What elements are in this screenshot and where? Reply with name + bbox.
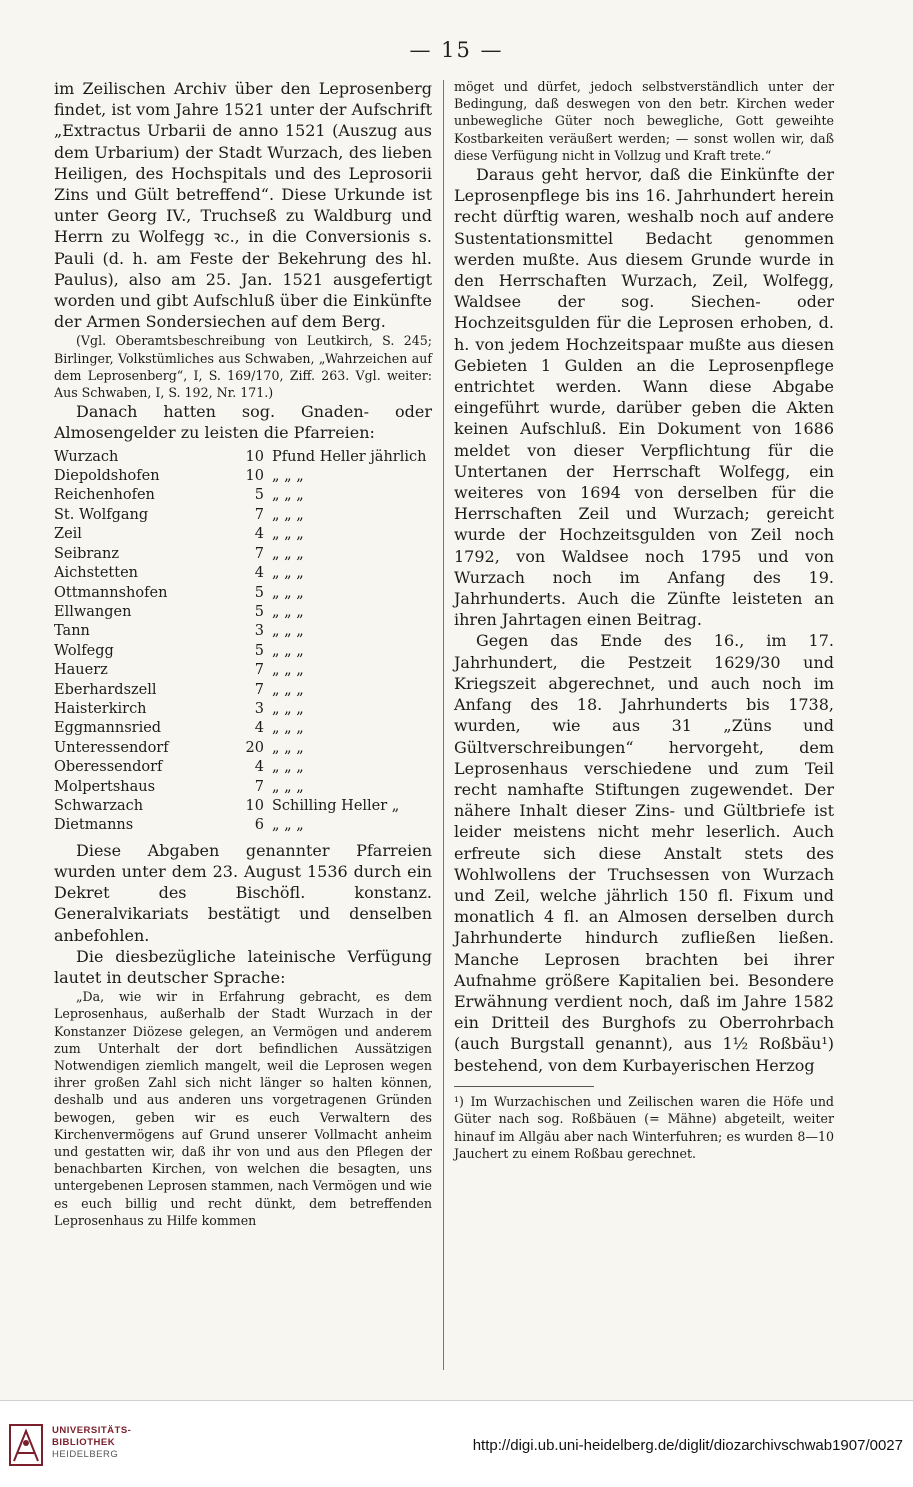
library-name-line-2: BIBLIOTHEK [52, 1437, 116, 1448]
column-divider [443, 80, 444, 1370]
levy-place: Schwarzach [54, 797, 144, 814]
levy-unit: „ „ „ [272, 584, 304, 601]
levy-row [54, 486, 432, 505]
levy-place: Ottmannshofen [54, 584, 168, 601]
levy-place: Wolfegg [54, 642, 114, 659]
levy-amount: 7 [254, 778, 264, 795]
levy-row [54, 739, 432, 758]
left-paragraph-2: Danach hatten sog. Gnaden- oder Almosengelder zu leisten die Pfarreien: [54, 402, 432, 443]
levy-place: Dietmanns [54, 817, 134, 834]
levy-amount: 5 [254, 603, 264, 620]
levy-unit: „ „ „ [272, 817, 304, 834]
levy-unit: „ „ „ [272, 487, 304, 504]
footnote: ¹) Im Wurzachischen und Zeilischen waren die Höfe und Güter nach sog. Roßbäuen (= Mähne) abgeteilt, weiter hinauf im Allgäu aber nach Winterfuhren; es wurden 8—10 Jauchert zu einem Roßbau gerechnet. [454, 1093, 834, 1161]
levy-place: Oberessendorf [54, 759, 163, 776]
levy-row [54, 778, 432, 797]
levy-row [54, 603, 432, 622]
levy-unit: Pfund Heller jährlich [272, 448, 427, 465]
levy-unit: „ „ „ [272, 662, 304, 679]
levy-place: Wurzach [54, 448, 119, 465]
left-paragraph-4: Die diesbezügliche lateinische Verfügung lautet in deutscher Sprache: [54, 946, 432, 987]
library-name [52, 1425, 131, 1461]
levy-row [54, 816, 432, 835]
levy-row [54, 661, 432, 680]
levy-amount: 5 [254, 487, 264, 504]
levy-unit: „ „ „ [272, 468, 304, 485]
levy-amount: 7 [254, 681, 264, 698]
levy-row [54, 797, 432, 816]
levy-place: Hauerz [54, 662, 108, 679]
levy-place: Diepoldshofen [54, 468, 160, 485]
levy-row [54, 467, 432, 486]
levy-amount: 4 [254, 759, 264, 776]
levy-amount: 3 [254, 700, 264, 717]
levy-unit: „ „ „ [272, 565, 304, 582]
levy-amount: 4 [254, 720, 264, 737]
left-reference-note: (Vgl. Oberamtsbeschreibung von Leutkirch, S. 245; Birlinger, Volkstümliches aus Schwaben, „Wahrzeichen auf dem Leprosenberg“, I, S. 169/170, Ziff. 263. Vgl. weiter: Aus Schwaben, I, S. 192, Nr. 171.) [54, 333, 432, 401]
levy-amount: 4 [254, 565, 264, 582]
levy-place: Seibranz [54, 545, 119, 562]
left-decree-quote: „Da, wie wir in Erfahrung gebracht, es dem Leprosenhaus, außerhalb der Stadt Wurzach in der Konstanzer Diözese gelegen, an Vermögen und anderem zum Unterhalt der dort befindlichen Aussätzigen Notwendigen ziemlich mangelt, weil die Leprosen wegen ihrer großen Zahl sich nicht länger so halten können, deshalb und aus anderen uns vorgetragenen Gründen bewogen, geben wir es euch Verwaltern des Kirchenvermögens auf Grund unserer Vollmacht anheim und gestatten wir, daß ihr von und aus den Pflegen der benachbarten Kirchen, von welchen die besagten, uns untergebenen Leprosen stammen, nach Vermögen und wie es euch billig und recht dünkt, dem betreffenden Leprosenhaus zu Hilfe kommen [54, 989, 432, 1228]
footer-bar [0, 1400, 913, 1487]
footnote-rule [454, 1086, 594, 1087]
library-name-line-3: HEIDELBERG [52, 1449, 119, 1460]
levy-amount: 3 [254, 623, 264, 640]
source-url[interactable]: http://digi.ub.uni-heidelberg.de/diglit/diozarchivschwab1907/0027 [472, 1437, 903, 1454]
levy-row [54, 584, 432, 603]
levy-unit: „ „ „ [272, 759, 304, 776]
left-paragraph-1: im Zeilischen Archiv über den Leprosenberg findet, ist vom Jahre 1521 unter der Aufschrift „Extractus Urbarii de anno 1521 (Auszug aus dem Urbarium) der Stadt Wurzach, des lieben Heiligen, des Hochspitals und des Leprosorii Zins und Gült betreffend“. Diese Urkunde ist unter Georg IV., Truchseß zu Waldburg und Herrn zu Wolfegg ꝛc., in die Conversionis s. Pauli (d. h. am Feste der Bekehrung des hl. Paulus), also am 25. Jan. 1521 ausgefertigt worden und gibt Aufschluß über die Einkünfte der Armen Sondersiechen auf dem Berg. [54, 79, 432, 332]
levy-amount: 7 [254, 506, 264, 523]
levy-amount: 10 [245, 468, 264, 485]
levy-amount: 7 [254, 545, 264, 562]
levy-unit: „ „ „ [272, 720, 304, 737]
levy-row [54, 545, 432, 564]
levy-unit: „ „ „ [272, 739, 304, 756]
levy-place: Unteressendorf [54, 739, 169, 756]
levy-unit: „ „ „ [272, 603, 304, 620]
levy-row [54, 758, 432, 777]
levy-row [54, 448, 432, 467]
right-decree-quote-cont: möget und dürfet, jedoch selbstverständlich unter der Bedingung, daß deswegen von den betr. Kirchen weder unbewegliche Güter noch bewegliche, Gott geweihte Kostbarkeiten veräußert werden; — sonst wollen wir, daß diese Verfügung nicht in Vollzug und Kraft trete.“ [454, 79, 834, 163]
levy-amount: 7 [254, 662, 264, 679]
levy-row [54, 642, 432, 661]
library-logo[interactable] [8, 1413, 158, 1473]
levy-amount: 6 [254, 817, 264, 834]
levy-unit: „ „ „ [272, 700, 304, 717]
levy-table [54, 448, 432, 836]
levy-unit: „ „ „ [272, 642, 304, 659]
levy-amount: 10 [245, 448, 264, 465]
levy-unit: „ „ „ [272, 506, 304, 523]
levy-place: Tann [54, 623, 90, 640]
library-seal-icon [8, 1423, 44, 1467]
levy-unit: „ „ „ [272, 545, 304, 562]
levy-unit: „ „ „ [272, 681, 304, 698]
levy-row [54, 681, 432, 700]
levy-amount: 5 [254, 584, 264, 601]
levy-unit: „ „ „ [272, 526, 304, 543]
levy-place: Eberhardszell [54, 681, 157, 698]
right-paragraph-2: Gegen das Ende des 16., im 17. Jahrhundert, die Pestzeit 1629/30 und Kriegszeit abgerechnet, und auch noch im Anfang des 18. Jahrhunderts bis 1738, wurden, wie aus 31 „Züns und Gültverschreibungen“ hervorgeht, dem Leprosenhaus verschiedene und zum Teil recht namhafte Stiftungen zugewendet. Der nähere Inhalt dieser Zins- und Gültbriefe ist leider meistens nicht mehr leserlich. Auch erfreute sich diese Anstalt stets des Wohlwollens der Truchsessen von Wurzach und Zeil, welche jährlich 150 fl. Fixum und monatlich 4 fl. an Almosen derselben durch Jahrhunderte hindurch zufließen ließen. Manche Leprosen brachten bei ihrer Aufnahme größere Kapitalien bei. Besondere Erwähnung verdient noch, daß im Jahre 1582 ein Dritteil des Burghofs zu Oberrohrbach (auch Burgstall genannt), aus 1½ Roßbäu¹) bestehend, von dem Kurbayerischen Herzog [454, 631, 834, 1075]
right-paragraph-1: Daraus geht hervor, daß die Einkünfte der Leprosenpflege bis ins 16. Jahrhundert herein recht dürftig waren, weshalb noch auf andere Sustentationsmittel Bedacht genommen werden mußte. Aus diesem Grunde wurde in den Herrschaften Wurzach, Zeil, Wolfegg, Waldsee der sog. Siechen- oder Hochzeitsgulden für die Leprosen erhoben, d. h. von jedem Hochzeitspaar mußte aus diesen Gebieten 1 Gulden an die Leprosenpflege entrichtet werden. Wann diese Abgabe eingeführt wurde, darüber geben die Akten keinen Aufschluß. Ein Dokument von 1686 meldet von dieser Verpflichtung für die Untertanen der Herrschaft Wolfegg, ein weiteres von 1694 von derselben für die Herrschaften Zeil und Wurzach; gereicht wurde der Hochzeitsgulden von Zeil noch 1792, von Waldsee noch 1795 und von Wurzach noch im Anfang des 19. Jahrhunderts. Auch die Zünfte leisteten an ihren Jahrtagen einen Beitrag. [454, 165, 834, 630]
left-column [54, 78, 432, 1229]
levy-place: Molpertshaus [54, 778, 156, 795]
levy-place: St. Wolfgang [54, 506, 149, 523]
levy-place: Zeil [54, 526, 82, 543]
levy-place: Haisterkirch [54, 700, 147, 717]
levy-place: Aichstetten [54, 565, 138, 582]
levy-unit: „ „ „ [272, 778, 304, 795]
levy-amount: 20 [245, 739, 264, 756]
levy-amount: 4 [254, 526, 264, 543]
levy-place: Reichenhofen [54, 487, 155, 504]
levy-row [54, 564, 432, 583]
levy-row [54, 622, 432, 641]
levy-row [54, 700, 432, 719]
levy-place: Ellwangen [54, 603, 132, 620]
levy-place: Eggmannsried [54, 720, 162, 737]
library-name-line-1: UNIVERSITÄTS- [52, 1425, 132, 1436]
levy-row [54, 506, 432, 525]
levy-amount: 10 [245, 797, 264, 814]
levy-row [54, 525, 432, 544]
left-paragraph-3: Diese Abgaben genannter Pfarreien wurden unter dem 23. August 1536 durch ein Dekret des Bischöfl. konstanz. Generalvikariats bestätigt und denselben anbefohlen. [54, 840, 432, 945]
right-column [454, 78, 834, 1162]
page-number: — 15 — [409, 38, 504, 62]
levy-unit: Schilling Heller „ [272, 797, 400, 814]
levy-unit: „ „ „ [272, 623, 304, 640]
levy-row [54, 719, 432, 738]
levy-amount: 5 [254, 642, 264, 659]
